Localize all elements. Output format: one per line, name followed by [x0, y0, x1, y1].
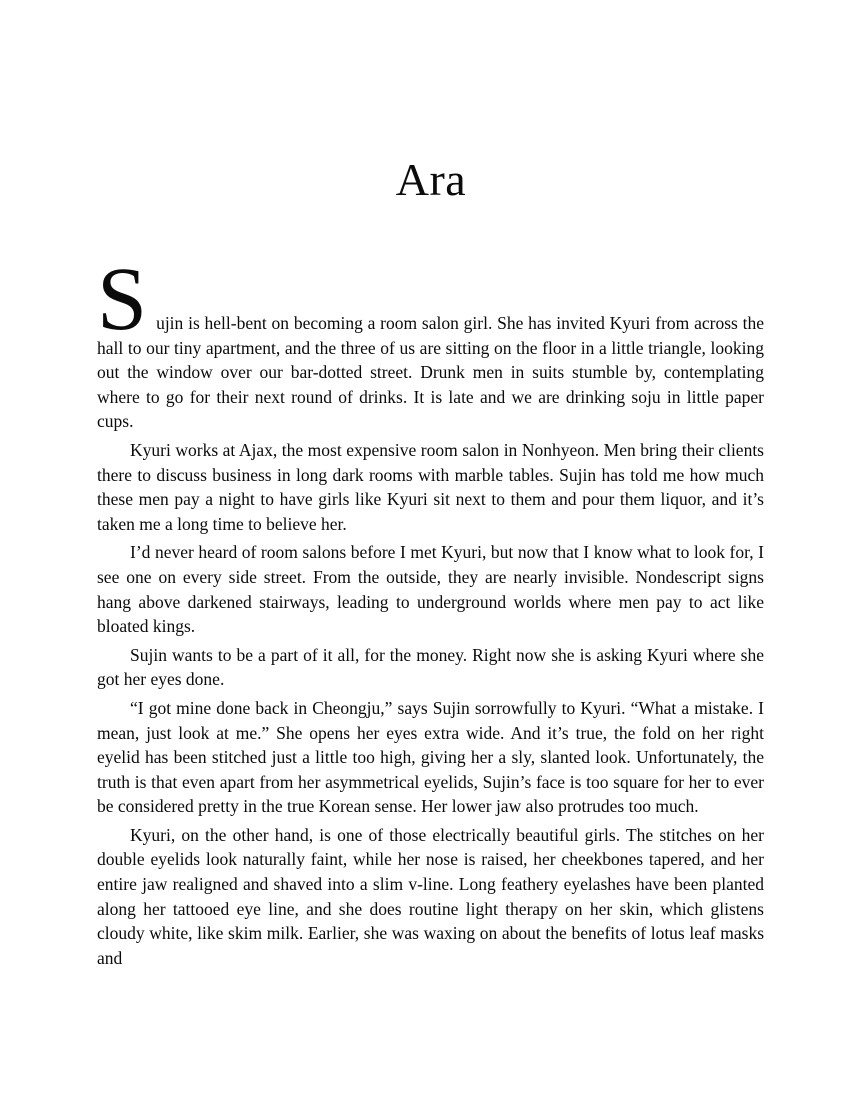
opening-paragraph — [97, 250, 764, 434]
paragraph: I’d never heard of room salons before I met Kyuri, but now that I know what to look for, I see one on every side street. From the outside, they are nearly invisible. Nondescript signs hang above darkened stairways, leading to underground worlds where men pay to act like bloated kings. — [97, 542, 764, 637]
paragraph: Sujin wants to be a part of it all, for the money. Right now she is asking Kyuri where she got her eyes done. — [97, 644, 764, 690]
drop-cap-letter: S — [97, 250, 148, 349]
opening-paragraph-text: ujin is hell-bent on becoming a room salon girl. She has invited Kyuri from across the hall to our tiny apartment, and the three of us are sitting on the floor in a little triangle, looking out the window over our bar-dotted street. Drunk men in suits stumble by, contemplating where to go for their next round of drinks. It is late and we are drinking soju in little paper cups. — [97, 313, 764, 432]
paragraph: “I got mine done back in Cheongju,” says Sujin sorrowfully to Kyuri. “What a mistake. I mean, just look at me.” She opens her eyes extra wide. And it’s true, the fold on her right eyelid has been stitched just a little too high, giving her a sly, slanted look. Unfortunately, the truth is that even apart from her asymmetrical eyelids, Sujin’s face is too square for her to ever be considered pretty in the true Korean sense. Her lower jaw also protrudes too much. — [97, 697, 764, 817]
body-text — [97, 250, 764, 970]
chapter-title: Ara — [395, 154, 467, 205]
paragraph: Kyuri works at Ajax, the most expensive room salon in Nonhyeon. Men bring their clients there to discuss business in long dark rooms with marble tables. Sujin has told me how much these men pay a night to have girls like Kyuri sit next to them and pour them liquor, and it’s taken me a long time to believe her. — [97, 439, 764, 534]
paragraph: Kyuri, on the other hand, is one of those electrically beautiful girls. The stitches on her double eyelids look naturally faint, while her nose is raised, her cheekbones tapered, and her entire jaw realigned and shaved into a slim v-line. Long feathery eyelashes have been planted along her tattooed eye line, and she does routine light therapy on her skin, which glistens cloudy white, like skim milk. Earlier, she was waxing on about the benefits of lotus leaf masks and — [97, 824, 764, 968]
